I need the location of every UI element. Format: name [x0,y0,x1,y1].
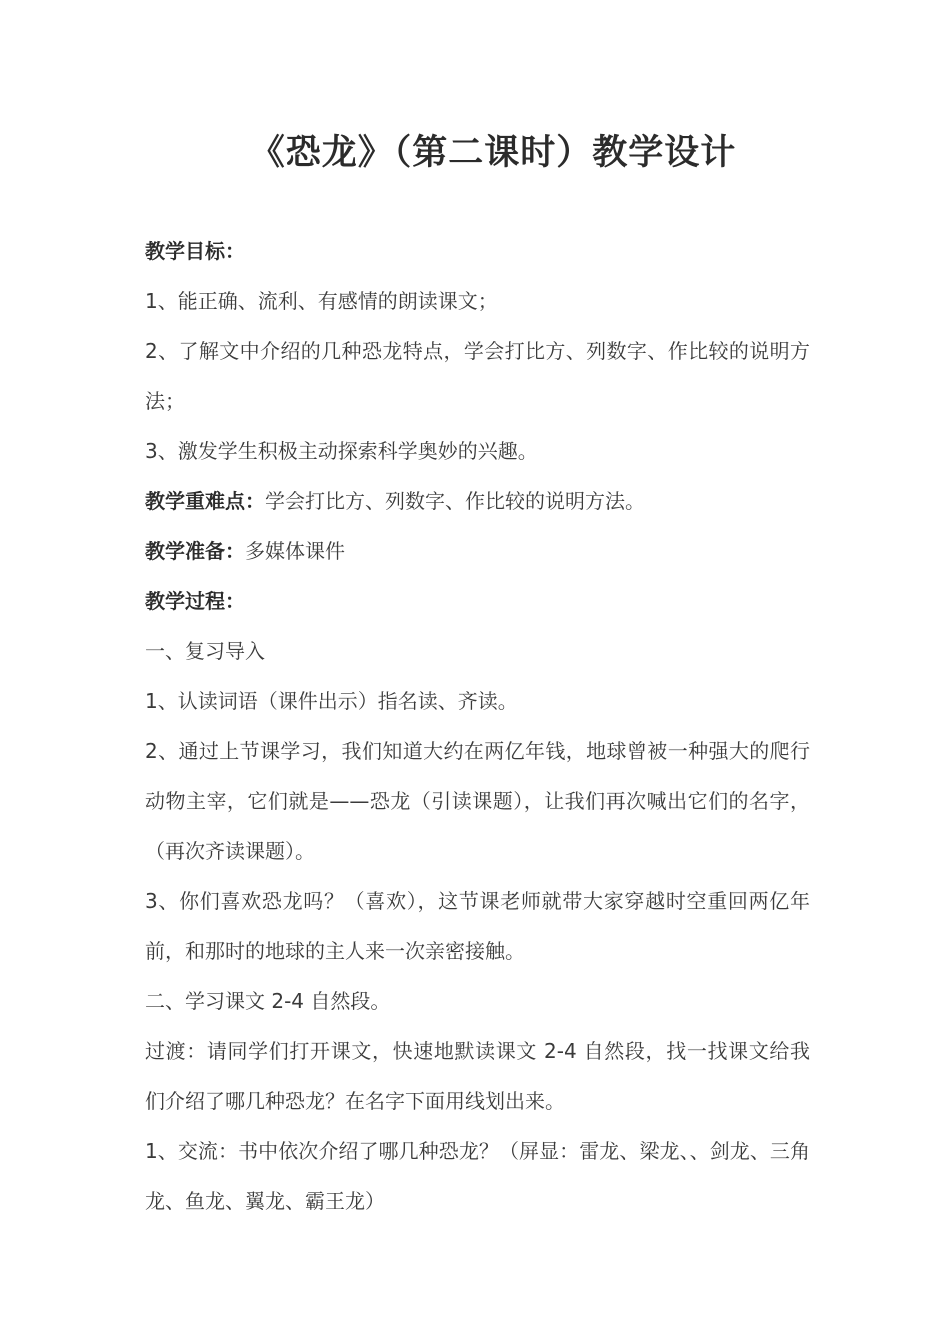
objective-1: 1、能正确、流利、有感情的朗读课文； [145,289,498,313]
key-points-label: 教学重难点： [145,489,265,513]
section-1-item-1: 1、认读词语（课件出示）指名读、齐读。 [145,689,518,713]
section-2-item-1: 1、交流：书中依次介绍了哪几种恐龙？（屏显：雷龙、梁龙、、剑龙、三角龙、鱼龙、翼龙、霸王龙） [145,1139,810,1213]
objective-2: 2、了解文中介绍的几种恐龙特点，学会打比方、列数字、作比较的说明方法； [145,339,810,413]
document-title: 《恐龙》（第二课时）教学设计 [249,133,737,173]
preparation-text: 多媒体课件 [245,539,345,563]
section-1-heading: 一、复习导入 [145,639,265,663]
objectives-heading: 教学目标： [145,239,245,263]
section-1-item-2: 2、通过上节课学习，我们知道大约在两亿年钱，地球曾被一种强大的爬行动物主宰，它们就是——恐龙（引读课题），让我们再次喊出它们的名字，（再次齐读课题）。 [145,739,810,863]
transition-paragraph: 过渡：请同学们打开课文，快速地默读课文 2-4 自然段，找一找课文给我们介绍了哪几种恐龙？在名字下面用线划出来。 [145,1039,810,1113]
objective-3: 3、激发学生积极主动探索科学奥妙的兴趣。 [145,439,538,463]
preparation-label: 教学准备： [145,539,245,563]
section-2-heading: 二、学习课文 2-4 自然段。 [145,989,391,1013]
key-points-paragraph [145,476,810,526]
preparation-paragraph [145,526,810,576]
section-1-item-3: 3、你们喜欢恐龙吗？（喜欢），这节课老师就带大家穿越时空重回两亿年前，和那时的地球的主人来一次亲密接触。 [145,889,810,963]
process-heading: 教学过程： [145,589,245,613]
document-body [145,226,810,1226]
key-points-text: 学会打比方、列数字、作比较的说明方法。 [265,489,645,513]
